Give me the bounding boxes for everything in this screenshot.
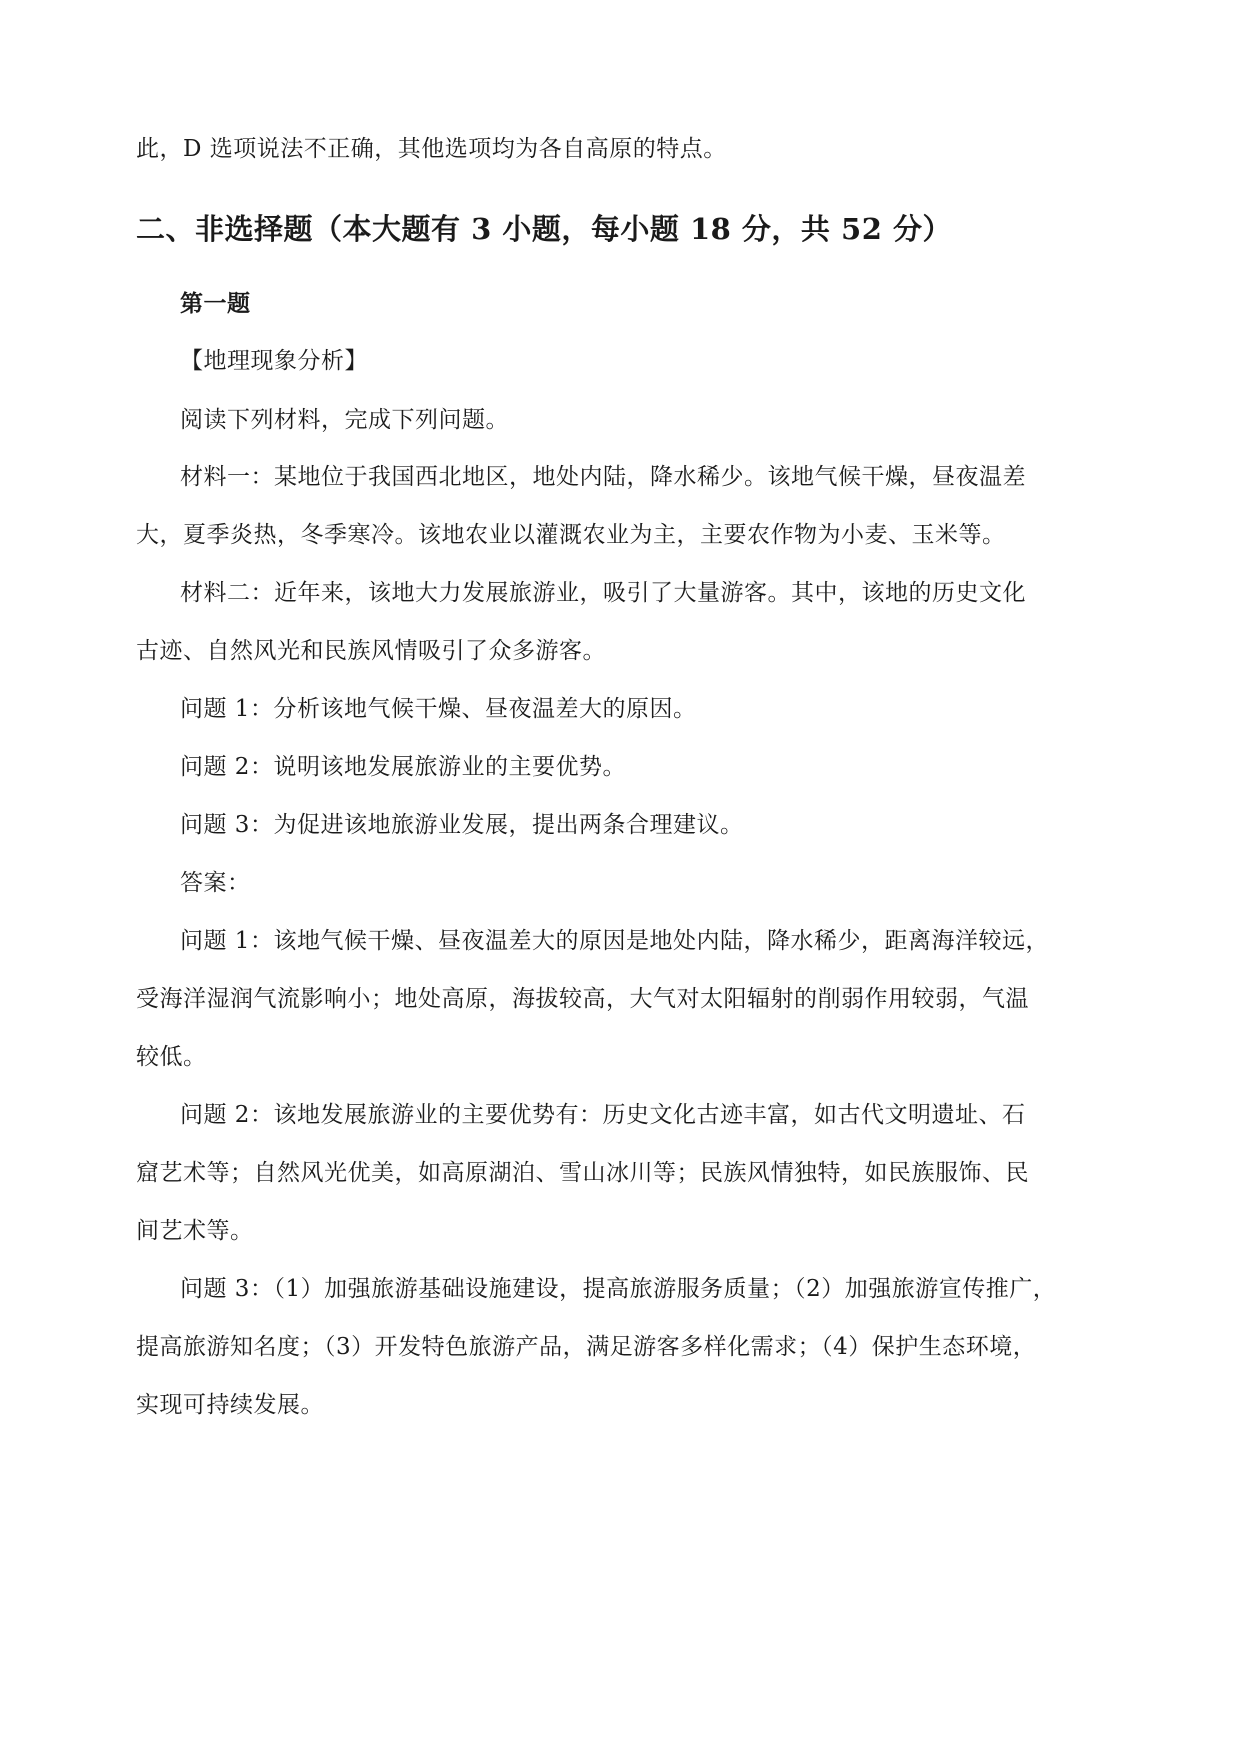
question-heading: 第一题: [180, 290, 251, 317]
answer-label: 答案：: [180, 870, 251, 896]
section-title: 二、非选择题（本大题有 3 小题，每小题 18 分，共 52 分）: [136, 212, 952, 246]
answer-two-line: 间艺术等。: [136, 1218, 254, 1244]
material-two-line: 材料二：近年来，该地大力发展旅游业，吸引了大量游客。其中，该地的历史文化: [180, 580, 1026, 606]
question-item: 问题 3：为促进该地旅游业发展，提出两条合理建议。: [180, 812, 744, 838]
answer-one-line: 受海洋湿润气流影响小；地处高原，海拔较高，大气对太阳辐射的削弱作用较弱，气温: [136, 986, 1029, 1012]
material-one-line: 大，夏季炎热，冬季寒冷。该地农业以灌溉农业为主，主要农作物为小麦、玉米等。: [136, 522, 1006, 548]
answer-three-line: 问题 3：（1）加强旅游基础设施建设，提高旅游服务质量；（2）加强旅游宣传推广，: [180, 1276, 1057, 1302]
instruction-text: 阅读下列材料，完成下列问题。: [180, 407, 509, 433]
answer-one-line: 较低。: [136, 1044, 207, 1070]
answer-three-line: 提高旅游知名度；（3）开发特色旅游产品，满足游客多样化需求；（4）保护生态环境，: [136, 1334, 1037, 1360]
material-one-line: 材料一：某地位于我国西北地区，地处内陆，降水稀少。该地气候干燥，昼夜温差: [180, 464, 1026, 490]
answer-two-line: 窟艺术等；自然风光优美，如高原湖泊、雪山冰川等；民族风情独特，如民族服饰、民: [136, 1160, 1029, 1186]
question-item: 问题 1：分析该地气候干燥、昼夜温差大的原因。: [180, 696, 697, 722]
material-two-line: 古迹、自然风光和民族风情吸引了众多游客。: [136, 638, 606, 664]
answer-one-line: 问题 1：该地气候干燥、昼夜温差大的原因是地处内陆，降水稀少，距离海洋较远，: [180, 928, 1049, 954]
continuation-text: 此，D 选项说法不正确，其他选项均为各自高原的特点。: [136, 136, 727, 162]
answer-two-line: 问题 2：该地发展旅游业的主要优势有：历史文化古迹丰富，如古代文明遗址、石: [180, 1102, 1026, 1128]
question-item: 问题 2：说明该地发展旅游业的主要优势。: [180, 754, 626, 780]
answer-three-line: 实现可持续发展。: [136, 1392, 324, 1418]
question-category: 【地理现象分析】: [180, 348, 368, 374]
